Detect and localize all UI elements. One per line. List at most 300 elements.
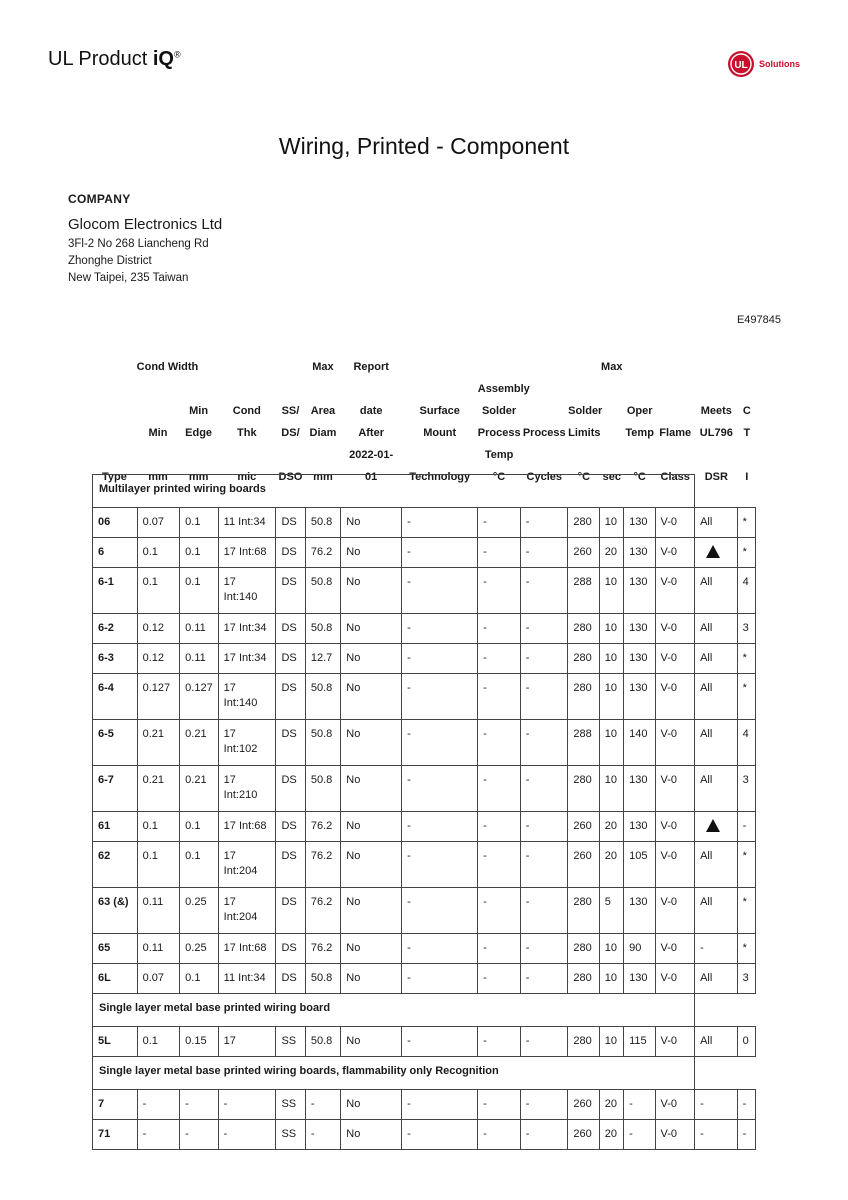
column-header-cell: DS/ bbox=[281, 427, 300, 439]
table-cell: V-0 bbox=[655, 1120, 695, 1150]
brand-prefix: UL Product bbox=[48, 48, 153, 70]
column-header-cell: Diam bbox=[309, 427, 337, 439]
table-cell: 0.15 bbox=[180, 1027, 219, 1057]
column-header-cell bbox=[137, 396, 180, 418]
table-cell: 0.21 bbox=[180, 766, 219, 812]
column-header-cell: Mount bbox=[423, 427, 457, 439]
table-cell: 76.2 bbox=[305, 812, 340, 842]
table-cell: DS bbox=[276, 720, 305, 766]
column-header-cell: Cond Width bbox=[136, 361, 199, 373]
table-cell: 10 bbox=[599, 568, 623, 614]
company-address-line-2: Zhonghe District bbox=[68, 255, 152, 267]
table-cell: - bbox=[520, 644, 568, 674]
table-cell: V-0 bbox=[655, 538, 695, 568]
table-cell: No bbox=[341, 1027, 402, 1057]
column-header-cell bbox=[92, 352, 137, 374]
table-cell: 130 bbox=[624, 766, 655, 812]
table-cell: V-0 bbox=[655, 568, 695, 614]
column-header-cell bbox=[341, 374, 402, 396]
table-cell: - bbox=[137, 1090, 180, 1120]
table-cell: 6-7 bbox=[93, 766, 138, 812]
table-cell: 10 bbox=[599, 674, 623, 720]
column-header-cell: sec bbox=[602, 471, 621, 483]
table-cell: 3 bbox=[737, 614, 755, 644]
column-header-cell: Technology bbox=[409, 471, 471, 483]
table-cell: No bbox=[341, 508, 402, 538]
table-cell: - bbox=[305, 1120, 340, 1150]
table-cell: - bbox=[520, 538, 568, 568]
table-cell: - bbox=[520, 964, 568, 994]
table-cell: All bbox=[695, 568, 738, 614]
table-cell: - bbox=[737, 1120, 755, 1150]
column-header-cell bbox=[218, 352, 276, 374]
table-row bbox=[93, 1120, 756, 1150]
table-cell: 17 Int:204 bbox=[218, 888, 276, 934]
table-cell: 20 bbox=[599, 812, 623, 842]
column-header-cell bbox=[402, 440, 478, 462]
column-header-cell: Temp bbox=[625, 427, 654, 439]
table-cell: 3 bbox=[737, 766, 755, 812]
column-header-cell bbox=[137, 440, 180, 462]
table-cell: SS bbox=[276, 1027, 305, 1057]
table-cell: * bbox=[737, 888, 755, 934]
table-cell: 20 bbox=[599, 1090, 623, 1120]
column-header-cell bbox=[695, 352, 738, 374]
table-cell: - bbox=[402, 812, 478, 842]
column-header-cell bbox=[276, 374, 305, 396]
table-cell: - bbox=[737, 812, 755, 842]
table-cell: 11 Int:34 bbox=[218, 508, 276, 538]
table-cell: - bbox=[520, 888, 568, 934]
table-cell: DS bbox=[276, 538, 305, 568]
table-cell: - bbox=[402, 644, 478, 674]
column-header-cell bbox=[600, 418, 624, 440]
triangle-icon bbox=[706, 545, 720, 558]
column-header-cell: Report bbox=[353, 361, 389, 373]
table-cell: 10 bbox=[599, 720, 623, 766]
table-cell: 6-4 bbox=[93, 674, 138, 720]
table-cell: 0.11 bbox=[180, 644, 219, 674]
section-header-row bbox=[93, 1057, 756, 1090]
table-cell: 260 bbox=[568, 538, 599, 568]
column-header-cell bbox=[276, 440, 305, 462]
table-cell: 280 bbox=[568, 766, 599, 812]
table-cell: 0.21 bbox=[137, 720, 180, 766]
table-cell: 10 bbox=[599, 766, 623, 812]
table-cell: SS bbox=[276, 1120, 305, 1150]
table-cell: * bbox=[737, 644, 755, 674]
table-cell: - bbox=[402, 934, 478, 964]
page-title: Wiring, Printed - Component bbox=[278, 133, 570, 159]
table-cell: All bbox=[695, 1027, 738, 1057]
table-cell: 130 bbox=[624, 614, 655, 644]
table-cell: 140 bbox=[624, 720, 655, 766]
table-cell: * bbox=[737, 508, 755, 538]
table-row bbox=[93, 568, 756, 614]
company-name: Glocom Electronics Ltd bbox=[68, 216, 223, 233]
column-header-cell bbox=[600, 440, 624, 462]
file-number: E497845 bbox=[736, 314, 781, 326]
table-cell: V-0 bbox=[655, 508, 695, 538]
table-cell: 50.8 bbox=[305, 766, 340, 812]
table-cell: No bbox=[341, 614, 402, 644]
table-cell: - bbox=[520, 934, 568, 964]
column-header-row bbox=[92, 352, 756, 374]
column-header-cell bbox=[218, 374, 276, 396]
column-header-cell: °C bbox=[492, 471, 506, 483]
table-cell: 17 Int:68 bbox=[218, 538, 276, 568]
table-cell: 20 bbox=[599, 1120, 623, 1150]
column-header-cell: Solder bbox=[568, 405, 603, 417]
column-header-cell bbox=[305, 374, 341, 396]
column-header-cell bbox=[179, 374, 218, 396]
table-cell: - bbox=[520, 674, 568, 720]
table-cell: 0.11 bbox=[137, 934, 180, 964]
brand-title bbox=[48, 48, 181, 71]
column-header-cell bbox=[179, 440, 218, 462]
column-header-cell bbox=[520, 440, 568, 462]
table-cell: 130 bbox=[624, 538, 655, 568]
table-cell: 62 bbox=[93, 842, 138, 888]
column-header-cell bbox=[402, 374, 478, 396]
table-cell: - bbox=[520, 842, 568, 888]
table-cell: 20 bbox=[599, 538, 623, 568]
table-cell: 50.8 bbox=[305, 674, 340, 720]
column-header-cell bbox=[738, 352, 756, 374]
table-cell: 4 bbox=[737, 720, 755, 766]
table-cell: 5L bbox=[93, 1027, 138, 1057]
table-cell: No bbox=[341, 674, 402, 720]
table-cell: 17 Int:140 bbox=[218, 674, 276, 720]
table-cell: - bbox=[520, 766, 568, 812]
table-row bbox=[93, 888, 756, 934]
table-cell: 17 Int:204 bbox=[218, 842, 276, 888]
table-cell: 12.7 bbox=[305, 644, 340, 674]
table-cell: 17 Int:34 bbox=[218, 644, 276, 674]
table-cell: V-0 bbox=[655, 812, 695, 842]
table-cell: - bbox=[624, 1120, 655, 1150]
table-cell: No bbox=[341, 934, 402, 964]
table-cell: 280 bbox=[568, 614, 599, 644]
table-cell: 0.1 bbox=[180, 812, 219, 842]
table-cell: All bbox=[695, 964, 738, 994]
company-label: COMPANY bbox=[68, 192, 131, 206]
table-cell: 280 bbox=[568, 934, 599, 964]
column-header-cell: C bbox=[742, 405, 751, 417]
table-cell: 10 bbox=[599, 614, 623, 644]
table-cell: 280 bbox=[568, 644, 599, 674]
table-cell: - bbox=[737, 1090, 755, 1120]
table-cell: 61 bbox=[93, 812, 138, 842]
table-cell: - bbox=[478, 812, 521, 842]
table-cell: 50.8 bbox=[305, 508, 340, 538]
table-cell: 0.127 bbox=[180, 674, 219, 720]
table-cell: - bbox=[402, 1027, 478, 1057]
table-cell: 50.8 bbox=[305, 568, 340, 614]
table-cell: - bbox=[478, 842, 521, 888]
table-cell: DS bbox=[276, 766, 305, 812]
table-cell: - bbox=[695, 1090, 738, 1120]
column-header-cell: 01 bbox=[365, 471, 378, 483]
table-cell: DS bbox=[276, 812, 305, 842]
table-cell: 130 bbox=[624, 812, 655, 842]
table-cell: - bbox=[478, 644, 521, 674]
table-cell: DS bbox=[276, 568, 305, 614]
section-title: Single layer metal base printed wiring board bbox=[93, 994, 695, 1027]
column-header-cell bbox=[305, 440, 341, 462]
company-address-line-3: New Taipei, 235 Taiwan bbox=[68, 272, 189, 284]
table-row bbox=[93, 812, 756, 842]
section-title: Single layer metal base printed wiring boards, flammability only Recognition bbox=[93, 1057, 695, 1090]
table-cell: - bbox=[402, 614, 478, 644]
table-cell: - bbox=[180, 1090, 219, 1120]
column-header-row bbox=[92, 418, 756, 440]
table-cell: 50.8 bbox=[305, 1027, 340, 1057]
column-header-cell: DSO bbox=[278, 471, 303, 483]
table-cell: - bbox=[402, 888, 478, 934]
column-header-cell bbox=[568, 374, 599, 396]
table-row bbox=[93, 674, 756, 720]
column-header-cell: mm bbox=[313, 471, 333, 483]
table-cell: - bbox=[402, 508, 478, 538]
table-cell: - bbox=[478, 674, 521, 720]
column-header-row bbox=[92, 396, 756, 418]
dsr-triangle-icon bbox=[695, 812, 738, 842]
table-cell: 90 bbox=[624, 934, 655, 964]
table-cell: - bbox=[478, 720, 521, 766]
table-cell: DS bbox=[276, 644, 305, 674]
column-header-cell bbox=[655, 352, 695, 374]
table-row bbox=[93, 842, 756, 888]
column-header-cell: Max bbox=[601, 361, 623, 373]
table-cell: 0.07 bbox=[137, 508, 180, 538]
column-header-cell bbox=[568, 440, 599, 462]
column-header-cell: Process bbox=[477, 427, 521, 439]
table-cell: - bbox=[624, 1090, 655, 1120]
table-cell: V-0 bbox=[655, 1090, 695, 1120]
column-header-cell bbox=[655, 396, 695, 418]
column-header-cell: I bbox=[745, 471, 749, 483]
column-header-cell bbox=[624, 440, 655, 462]
column-header-cell: Oper bbox=[626, 405, 653, 417]
table-cell: 3 bbox=[737, 964, 755, 994]
table-cell: - bbox=[520, 1090, 568, 1120]
column-header-cell: °C bbox=[633, 471, 646, 483]
table-cell: - bbox=[478, 888, 521, 934]
column-header-cell: After bbox=[358, 427, 384, 439]
table-cell: - bbox=[695, 1120, 738, 1150]
column-header-cell: mic bbox=[237, 471, 257, 483]
table-cell: 17 Int:210 bbox=[218, 766, 276, 812]
table-cell: 280 bbox=[568, 508, 599, 538]
column-header-cell: DSR bbox=[704, 471, 728, 483]
table-cell: 6-3 bbox=[93, 644, 138, 674]
table-cell: - bbox=[520, 812, 568, 842]
column-header-cell: Surface bbox=[419, 405, 460, 417]
column-header-row bbox=[92, 440, 756, 462]
table-cell: V-0 bbox=[655, 674, 695, 720]
table-cell: V-0 bbox=[655, 1027, 695, 1057]
table-cell: All bbox=[695, 644, 738, 674]
section-header-row bbox=[93, 475, 756, 508]
table-cell: - bbox=[180, 1120, 219, 1150]
table-cell: V-0 bbox=[655, 614, 695, 644]
table-cell: 115 bbox=[624, 1027, 655, 1057]
table-cell: No bbox=[341, 842, 402, 888]
table-cell: 65 bbox=[93, 934, 138, 964]
column-header-cell bbox=[218, 440, 276, 462]
table-cell: 0.1 bbox=[180, 508, 219, 538]
column-header-cell bbox=[738, 374, 756, 396]
ul-solutions-logo bbox=[727, 50, 800, 78]
column-header-cell: date bbox=[359, 405, 383, 417]
table-cell: 130 bbox=[624, 964, 655, 994]
table-cell: No bbox=[341, 1090, 402, 1120]
table-cell: 17 bbox=[218, 1027, 276, 1057]
table-cell: 10 bbox=[599, 934, 623, 964]
company-address-line-1: 3Fl-2 No 268 Liancheng Rd bbox=[68, 238, 209, 250]
column-header-cell bbox=[92, 396, 137, 418]
column-header-cell bbox=[276, 352, 305, 374]
table-cell: 130 bbox=[624, 508, 655, 538]
table-cell: 76.2 bbox=[305, 538, 340, 568]
column-header-cell bbox=[600, 374, 624, 396]
table-cell: 260 bbox=[568, 842, 599, 888]
table-cell: 0.1 bbox=[180, 538, 219, 568]
table-cell: 0.25 bbox=[180, 934, 219, 964]
table-cell: - bbox=[478, 934, 521, 964]
table-cell: DS bbox=[276, 614, 305, 644]
column-header-cell: Assembly bbox=[477, 383, 530, 395]
column-header-cell: Temp bbox=[484, 449, 514, 461]
section-header-row bbox=[93, 994, 756, 1027]
table-cell: 0 bbox=[737, 1027, 755, 1057]
table-cell: - bbox=[478, 568, 521, 614]
table-cell: 0.12 bbox=[137, 614, 180, 644]
table-cell: - bbox=[402, 1090, 478, 1120]
table-cell: 10 bbox=[599, 1027, 623, 1057]
section-spacer bbox=[695, 994, 756, 1027]
table-cell: No bbox=[341, 964, 402, 994]
table-cell: No bbox=[341, 644, 402, 674]
section-title: Multilayer printed wiring boards bbox=[93, 475, 695, 508]
column-header-cell bbox=[624, 352, 655, 374]
table-cell: 6L bbox=[93, 964, 138, 994]
table-cell: - bbox=[520, 1027, 568, 1057]
table-cell: - bbox=[402, 674, 478, 720]
table-cell: 288 bbox=[568, 720, 599, 766]
table-cell: - bbox=[478, 614, 521, 644]
table-cell: 260 bbox=[568, 1120, 599, 1150]
table-cell: * bbox=[737, 674, 755, 720]
table-cell: * bbox=[737, 538, 755, 568]
column-header-cell: Min bbox=[189, 405, 209, 417]
column-header-cell: UL796 bbox=[699, 427, 733, 439]
table-cell: - bbox=[305, 1090, 340, 1120]
table-cell: - bbox=[402, 964, 478, 994]
table-cell: 288 bbox=[568, 568, 599, 614]
column-header-table bbox=[92, 352, 756, 484]
column-header-cell bbox=[137, 374, 180, 396]
column-header-cell: Solder bbox=[481, 405, 517, 417]
column-header-cell: 2022-01- bbox=[349, 449, 394, 461]
table-cell: - bbox=[218, 1120, 276, 1150]
table-cell: SS bbox=[276, 1090, 305, 1120]
table-cell: DS bbox=[276, 934, 305, 964]
table-cell: 7 bbox=[93, 1090, 138, 1120]
table-cell: - bbox=[520, 720, 568, 766]
table-cell: DS bbox=[276, 964, 305, 994]
table-row bbox=[93, 964, 756, 994]
table-cell: 0.21 bbox=[137, 766, 180, 812]
column-header-cell: Max bbox=[312, 361, 334, 373]
table-cell: All bbox=[695, 888, 738, 934]
column-header-cell bbox=[92, 418, 137, 440]
table-cell: 130 bbox=[624, 568, 655, 614]
table-cell: DS bbox=[276, 888, 305, 934]
table-cell: V-0 bbox=[655, 888, 695, 934]
table-cell: 105 bbox=[624, 842, 655, 888]
table-cell: 06 bbox=[93, 508, 138, 538]
table-cell: No bbox=[341, 888, 402, 934]
table-cell: - bbox=[402, 1120, 478, 1150]
table-cell: 10 bbox=[599, 644, 623, 674]
column-header-cell: Thk bbox=[237, 427, 257, 439]
table-cell: V-0 bbox=[655, 644, 695, 674]
column-header-cell bbox=[655, 440, 695, 462]
table-cell: V-0 bbox=[655, 964, 695, 994]
brand-suffix: iQ bbox=[152, 48, 174, 70]
column-header-cell: Area bbox=[310, 405, 336, 417]
table-row bbox=[93, 508, 756, 538]
table-cell: All bbox=[695, 766, 738, 812]
table-cell: 280 bbox=[568, 674, 599, 720]
table-cell: 17 Int:102 bbox=[218, 720, 276, 766]
ratings-table bbox=[92, 474, 756, 1150]
table-cell: - bbox=[478, 1090, 521, 1120]
column-header-cell bbox=[624, 374, 655, 396]
column-header-cell bbox=[600, 396, 624, 418]
table-cell: 17 Int:34 bbox=[218, 614, 276, 644]
table-cell: - bbox=[478, 1027, 521, 1057]
table-cell: 10 bbox=[599, 964, 623, 994]
table-cell: DS bbox=[276, 842, 305, 888]
dsr-triangle-icon bbox=[695, 538, 738, 568]
table-cell: DS bbox=[276, 674, 305, 720]
table-cell: 50.8 bbox=[305, 964, 340, 994]
table-cell: 71 bbox=[93, 1120, 138, 1150]
table-cell: 0.25 bbox=[180, 888, 219, 934]
table-cell: 0.1 bbox=[137, 1027, 180, 1057]
column-header-row bbox=[92, 374, 756, 396]
column-header-cell bbox=[655, 374, 695, 396]
table-cell: No bbox=[341, 766, 402, 812]
section-spacer bbox=[695, 1057, 756, 1090]
table-cell: 0.1 bbox=[137, 812, 180, 842]
table-cell: 130 bbox=[624, 888, 655, 934]
column-header-cell: Class bbox=[660, 471, 690, 483]
column-header-cell: Cycles bbox=[526, 471, 562, 483]
table-cell: 76.2 bbox=[305, 934, 340, 964]
table-cell: 0.21 bbox=[180, 720, 219, 766]
table-row bbox=[93, 538, 756, 568]
table-cell: 130 bbox=[624, 644, 655, 674]
column-header-cell bbox=[520, 352, 568, 374]
column-header-cell: Edge bbox=[185, 427, 213, 439]
table-cell: No bbox=[341, 568, 402, 614]
table-cell: 76.2 bbox=[305, 888, 340, 934]
table-cell: - bbox=[478, 538, 521, 568]
